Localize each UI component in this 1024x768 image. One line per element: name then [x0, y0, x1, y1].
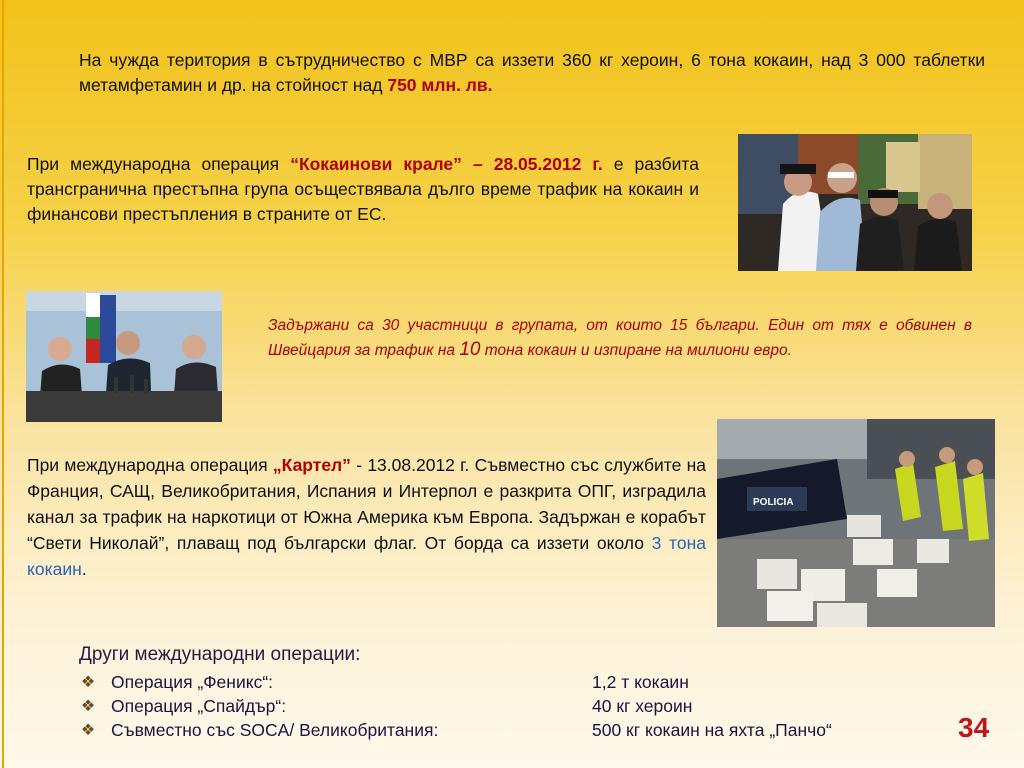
seizure-illustration: [717, 419, 995, 627]
operation-row: [79, 696, 939, 720]
police-text: POLICIA: [753, 497, 794, 508]
op-intro-text: При международна операция: [27, 154, 291, 174]
operation-cartel-paragraph: [27, 452, 706, 582]
cartel-description: - 13.08.2012 г. Съвместно със службите на Франция, САЩ, Великобритания, Испания и Интерпол е разкрита ОПГ, изградила канал за трафик на наркотици от Южна Америка към Европа. Задържан е корабът “Свети Николай”, плаващ под български флаг. От борда са иззети около: [27, 455, 706, 553]
cocaine-seizure-photo: [717, 419, 995, 627]
value-highlight: 750 млн. лв.: [387, 75, 493, 95]
left-border: [2, 0, 4, 768]
other-operations-title: Други международни операции:: [79, 644, 361, 665]
diamond-bullet-icon: ❖: [80, 722, 96, 739]
cartel-operation-name: „Картел”: [272, 455, 351, 475]
arrest-photo-illustration: [738, 134, 972, 271]
operation-row-name: Операция „Феникс“:: [111, 672, 274, 692]
intro-paragraph: [79, 48, 985, 98]
operation-row: [79, 672, 939, 696]
operation-row-value: 40 кг хероин: [592, 696, 693, 716]
press-conference-photo: [26, 291, 222, 422]
operation-cocaine-kings-paragraph: [27, 152, 699, 227]
diamond-bullet-icon: ❖: [80, 698, 96, 715]
detained-text: Задържани са 30 участници в групата, от които 15 българи. Един от тях е обвинен в Швейцария за трафик на: [268, 317, 972, 359]
operation-row-name: Операция „Спайдър“:: [111, 696, 287, 716]
operation-row-name: Съвместно със SOCA/ Великобритания:: [111, 720, 439, 740]
detained-text-end: тона кокаин и изпиране на милиони евро.: [480, 342, 792, 359]
diamond-bullet-icon: ❖: [80, 674, 96, 691]
cartel-intro: При международна операция: [27, 455, 273, 475]
op-description: е разбита трансгранична престъпна група осъществявала дълго време трафик на кокаин и финансови престъпления в страните от ЕС.: [27, 154, 699, 224]
operation-row-value: 1,2 т кокаин: [592, 672, 689, 692]
operation-name: “Кокаинови крале” – 28.05.2012 г.: [290, 154, 603, 174]
tons-number: 10: [459, 339, 481, 360]
seized-amount: 3 тона кокаин: [27, 533, 707, 579]
cartel-period: .: [81, 559, 87, 579]
press-conference-illustration: [26, 291, 222, 422]
page-number: 34: [958, 712, 990, 743]
operation-row-value: 500 кг кокаин на яхта „Панчо“: [592, 720, 832, 740]
operation-row: [79, 720, 939, 744]
detained-paragraph: [268, 314, 972, 363]
intro-text: На чужда територия в сътрудничество с МВР са иззети 360 кг хероин, 6 тона кокаин, над 3 000 таблетки метамфетамин и др. на стойност над: [79, 50, 985, 95]
arrest-photo: [738, 134, 972, 271]
